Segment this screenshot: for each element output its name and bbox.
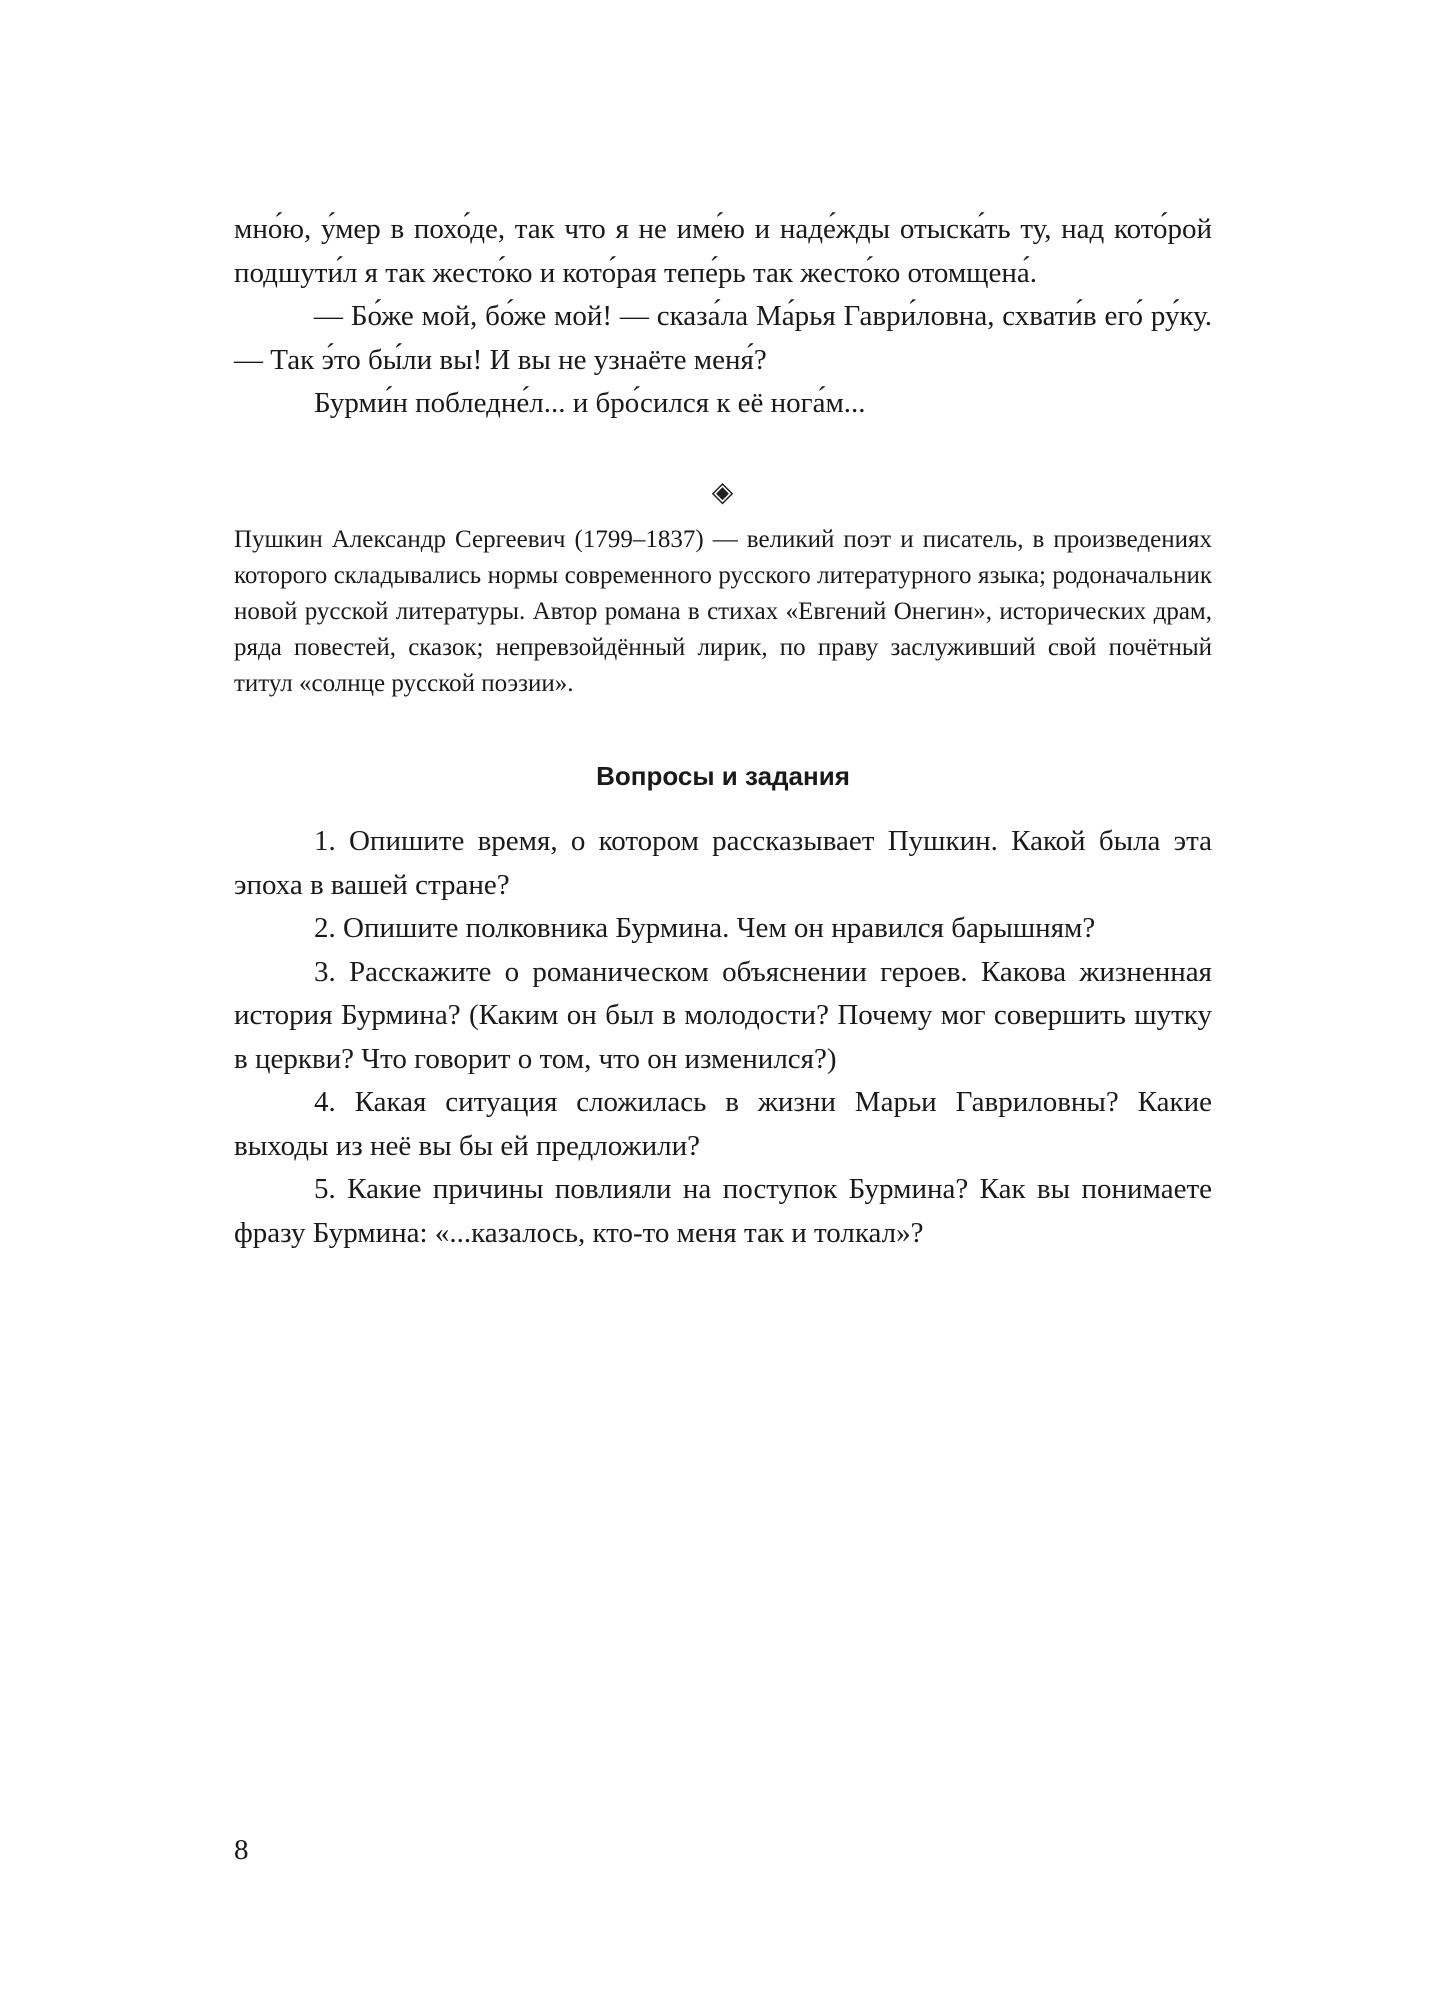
- questions-list: [234, 820, 1212, 1255]
- question-item: 2. Опишите полковника Бурмина. Чем он нравился барышням?: [314, 912, 1096, 944]
- story-paragraph: — Бо́же мой, бо́же мой! — сказа́ла Ма́рья Гаври́ловна, схвати́в его́ ру́ку. — Так э́то бы́ли вы! И вы не узнаёте меня́?: [234, 300, 1212, 376]
- section-title: Вопросы и задания: [596, 761, 850, 791]
- section-separator-icon: ◈: [711, 477, 734, 508]
- author-bio: Пушкин Александр Сергеевич (1799–1837) — великий поэт и писатель, в произведениях которого складывались нормы современного русского литературного языка; родоначальник новой русской литературы. Автор романа в стихах «Евгений Онегин», исторических драм, ряда повестей, сказок; непревзойдённый лирик, по праву заслуживший свой почётный титул «солнце русской поэзии».: [234, 526, 1212, 697]
- question-item: 4. Какая ситуация сложилась в жизни Марьи Гавриловны? Какие выходы из неё вы бы ей предложили?: [234, 1086, 1212, 1162]
- question-item: 3. Расскажите о романическом объяснении героев. Какова жизненная история Бурмина? (Каким он был в молодости? Почему мог совершить шутку в церкви? Что говорит о том, что он изменился?): [234, 955, 1212, 1075]
- story-paragraph: мно́ю, у́мер в похо́де, так что я не име́ю и наде́жды отыска́ть ту, над кото́рой подшути́л я так жесто́ко и кото́рая тепе́рь так жесто́ко отомщена́.: [234, 213, 1212, 289]
- story-excerpt: [234, 208, 1212, 426]
- story-paragraph: Бурми́н побледне́л... и бро́сился к её нога́м...: [314, 387, 866, 419]
- page-number: 8: [234, 1834, 249, 1866]
- question-item: 5. Какие причины повлияли на поступок Бурмина? Как вы понимаете фразу Бурмина: «...казалось, кто-то меня так и толкал»?: [234, 1173, 1212, 1249]
- question-item: 1. Опишите время, о котором рассказывает Пушкин. Какой была эта эпоха в вашей стране?: [234, 825, 1212, 901]
